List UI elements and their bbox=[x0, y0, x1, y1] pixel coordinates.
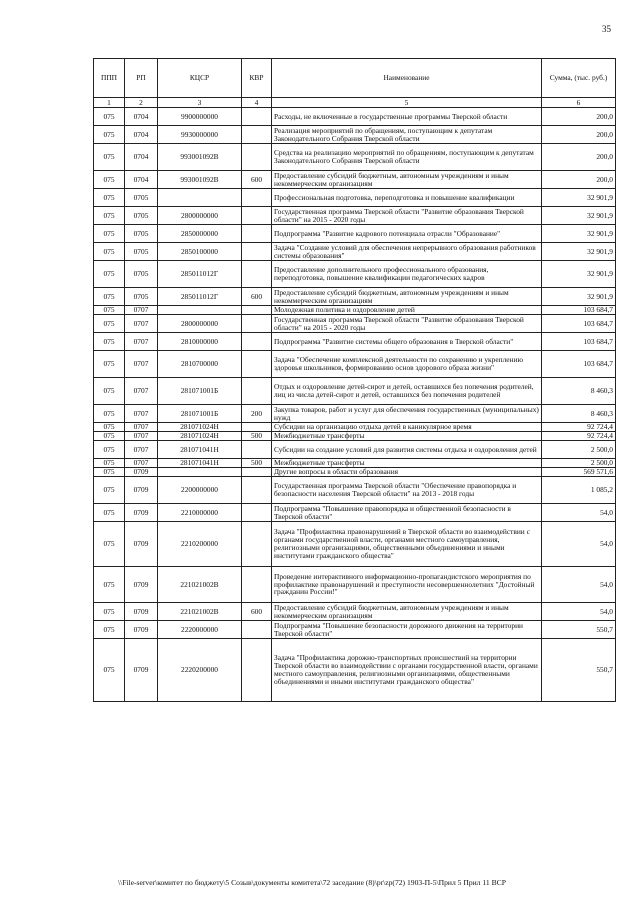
cell-kvr: 200 bbox=[242, 405, 272, 423]
cell-ppp: 075 bbox=[94, 432, 125, 441]
cell-sum: 103 684,7 bbox=[542, 351, 616, 378]
table-row bbox=[94, 621, 616, 639]
cell-kvr bbox=[242, 351, 272, 378]
cell-name: Подпрограмма "Развитие кадрового потенциала отрасли "Образование" bbox=[272, 225, 542, 243]
cell-name: Субсидии на организацию отдыха детей в каникулярное время bbox=[272, 423, 542, 432]
cell-ppp: 075 bbox=[94, 333, 125, 351]
cell-name: Задача "Профилактика правонарушений в Тверской области во взаимодействии с органами государственной власти, органами местного самоуправления, религиозными организациями, общественными объединениями и иными институтами гражданского общества" bbox=[272, 522, 542, 567]
index-cell: 6 bbox=[542, 98, 616, 108]
cell-name: Предоставление дополнительного профессионального образования, переподготовка, повышение квалификации педагогических кадров bbox=[272, 261, 542, 288]
cell-kcsr: 2210200000 bbox=[158, 522, 242, 567]
cell-kvr bbox=[242, 378, 272, 405]
table-row bbox=[94, 306, 616, 315]
table-row bbox=[94, 225, 616, 243]
cell-sum: 32 901,9 bbox=[542, 207, 616, 225]
cell-kvr bbox=[242, 333, 272, 351]
cell-kcsr bbox=[158, 468, 242, 477]
cell-name: Проведение интерактивного информационно-пропагандистского мероприятия по профилактике правонарушений и преступности несовершеннолетних "Достойный гражданин России!" bbox=[272, 567, 542, 603]
cell-kvr bbox=[242, 207, 272, 225]
cell-rp: 0709 bbox=[125, 603, 158, 621]
table-row bbox=[94, 477, 616, 504]
cell-sum: 200,0 bbox=[542, 171, 616, 189]
cell-rp: 0709 bbox=[125, 522, 158, 567]
cell-kcsr: 281071024Н bbox=[158, 432, 242, 441]
cell-kcsr: 993001092В bbox=[158, 144, 242, 171]
cell-rp: 0707 bbox=[125, 351, 158, 378]
cell-ppp: 075 bbox=[94, 477, 125, 504]
table-row bbox=[94, 504, 616, 522]
cell-name: Подпрограмма "Повышение правопорядка и общественной безопасности в Тверской области" bbox=[272, 504, 542, 522]
cell-name: Государственная программа Тверской области "Развитие образования Тверской области" на 2015 - 2020 годы bbox=[272, 315, 542, 333]
cell-kvr: 600 bbox=[242, 288, 272, 306]
cell-kvr bbox=[242, 126, 272, 144]
cell-ppp: 075 bbox=[94, 378, 125, 405]
cell-kcsr: 2200000000 bbox=[158, 477, 242, 504]
cell-name: Задача "Создание условий для обеспечения непрерывного образования работников системы образования" bbox=[272, 243, 542, 261]
cell-sum: 103 684,7 bbox=[542, 315, 616, 333]
cell-sum: 54,0 bbox=[542, 603, 616, 621]
cell-ppp: 075 bbox=[94, 315, 125, 333]
cell-ppp: 075 bbox=[94, 144, 125, 171]
cell-ppp: 075 bbox=[94, 261, 125, 288]
cell-kcsr: 2850100000 bbox=[158, 243, 242, 261]
cell-name: Государственная программа Тверской области "Развитие образования Тверской области" на 2015 - 2020 годы bbox=[272, 207, 542, 225]
table-row bbox=[94, 288, 616, 306]
cell-name: Предоставление субсидий бюджетным, автономным учреждениям и иным некоммерческим организациям bbox=[272, 171, 542, 189]
cell-kvr bbox=[242, 567, 272, 603]
cell-sum: 2 500,0 bbox=[542, 459, 616, 468]
cell-name: Профессиональная подготовка, переподготовка и повышение квалификации bbox=[272, 189, 542, 207]
table-row bbox=[94, 207, 616, 225]
header-kvr: КВР bbox=[242, 59, 272, 98]
cell-rp: 0704 bbox=[125, 108, 158, 126]
table-row bbox=[94, 333, 616, 351]
cell-ppp: 075 bbox=[94, 243, 125, 261]
cell-kvr bbox=[242, 504, 272, 522]
table-row bbox=[94, 432, 616, 441]
index-cell: 4 bbox=[242, 98, 272, 108]
cell-ppp: 075 bbox=[94, 567, 125, 603]
cell-sum: 550,7 bbox=[542, 639, 616, 702]
cell-ppp: 075 bbox=[94, 108, 125, 126]
cell-kvr bbox=[242, 243, 272, 261]
cell-sum: 103 684,7 bbox=[542, 306, 616, 315]
cell-kvr bbox=[242, 468, 272, 477]
cell-sum: 569 571,6 bbox=[542, 468, 616, 477]
table-row bbox=[94, 144, 616, 171]
table-row bbox=[94, 603, 616, 621]
cell-name: Другие вопросы в области образования bbox=[272, 468, 542, 477]
cell-name: Задача "Обеспечение комплексной деятельности по сохранению и укреплению здоровья школьников, формированию основ здорового образа жизни" bbox=[272, 351, 542, 378]
cell-kcsr bbox=[158, 189, 242, 207]
cell-kvr bbox=[242, 639, 272, 702]
table-row bbox=[94, 171, 616, 189]
cell-kcsr: 281071024Н bbox=[158, 423, 242, 432]
cell-sum: 54,0 bbox=[542, 522, 616, 567]
cell-sum: 200,0 bbox=[542, 144, 616, 171]
cell-sum: 8 460,3 bbox=[542, 378, 616, 405]
cell-ppp: 075 bbox=[94, 225, 125, 243]
cell-ppp: 075 bbox=[94, 423, 125, 432]
cell-ppp: 075 bbox=[94, 459, 125, 468]
cell-rp: 0707 bbox=[125, 333, 158, 351]
cell-kcsr: 2850000000 bbox=[158, 225, 242, 243]
table-row bbox=[94, 108, 616, 126]
file-path-footer: \\File-server\комитет по бюджету\5 Созыв\документы комитета\72 заседание (8)\pr\zp(72) 1903-П-5\Прил 5 Прил 11 ВСР bbox=[118, 878, 506, 887]
cell-rp: 0704 bbox=[125, 144, 158, 171]
cell-name: Подпрограмма "Повышение безопасности дорожного движения на территории Тверской области" bbox=[272, 621, 542, 639]
cell-kvr bbox=[242, 441, 272, 459]
table-row bbox=[94, 378, 616, 405]
cell-sum: 200,0 bbox=[542, 108, 616, 126]
cell-sum: 32 901,9 bbox=[542, 261, 616, 288]
cell-rp: 0705 bbox=[125, 261, 158, 288]
cell-name: Межбюджетные трансферты bbox=[272, 432, 542, 441]
cell-rp: 0704 bbox=[125, 126, 158, 144]
cell-kcsr: 2810000000 bbox=[158, 333, 242, 351]
cell-rp: 0707 bbox=[125, 405, 158, 423]
cell-kvr: 600 bbox=[242, 603, 272, 621]
cell-kcsr: 9900000000 bbox=[158, 108, 242, 126]
cell-kvr bbox=[242, 189, 272, 207]
cell-name: Молодежная политика и оздоровление детей bbox=[272, 306, 542, 315]
table-row bbox=[94, 315, 616, 333]
cell-rp: 0704 bbox=[125, 171, 158, 189]
cell-sum: 8 460,3 bbox=[542, 405, 616, 423]
cell-ppp: 075 bbox=[94, 351, 125, 378]
cell-ppp: 075 bbox=[94, 126, 125, 144]
header-ppp: ППП bbox=[94, 59, 125, 98]
table-row bbox=[94, 351, 616, 378]
cell-kvr bbox=[242, 261, 272, 288]
table-row bbox=[94, 522, 616, 567]
cell-rp: 0705 bbox=[125, 225, 158, 243]
cell-kvr bbox=[242, 108, 272, 126]
cell-kcsr: 221021002В bbox=[158, 603, 242, 621]
cell-sum: 32 901,9 bbox=[542, 189, 616, 207]
cell-kcsr: 281071001Б bbox=[158, 405, 242, 423]
cell-rp: 0709 bbox=[125, 621, 158, 639]
cell-name: Отдых и оздоровление детей-сирот и детей, оставшихся без попечения родителей, лиц из числа детей-сирот и детей, оставшихся без попечения родителей bbox=[272, 378, 542, 405]
cell-ppp: 075 bbox=[94, 468, 125, 477]
cell-ppp: 075 bbox=[94, 207, 125, 225]
cell-kcsr: 9930000000 bbox=[158, 126, 242, 144]
cell-sum: 200,0 bbox=[542, 126, 616, 144]
cell-kcsr: 285011012Г bbox=[158, 288, 242, 306]
cell-name: Средства на реализацию мероприятий по обращениям, поступающим к депутатам Законодательного Собрания Тверской области bbox=[272, 144, 542, 171]
cell-sum: 550,7 bbox=[542, 621, 616, 639]
cell-ppp: 075 bbox=[94, 522, 125, 567]
cell-kcsr: 221021002В bbox=[158, 567, 242, 603]
cell-ppp: 075 bbox=[94, 288, 125, 306]
cell-sum: 32 901,9 bbox=[542, 243, 616, 261]
cell-rp: 0705 bbox=[125, 207, 158, 225]
cell-sum: 92 724,4 bbox=[542, 423, 616, 432]
cell-name: Предоставление субсидий бюджетным, автономным учреждениям и иным некоммерческим организациям bbox=[272, 603, 542, 621]
cell-sum: 54,0 bbox=[542, 567, 616, 603]
cell-rp: 0707 bbox=[125, 378, 158, 405]
cell-name: Межбюджетные трансферты bbox=[272, 459, 542, 468]
cell-name: Расходы, не включенные в государственные программы Тверской области bbox=[272, 108, 542, 126]
header-kcsr: КЦСР bbox=[158, 59, 242, 98]
cell-kcsr: 2210000000 bbox=[158, 504, 242, 522]
cell-rp: 0707 bbox=[125, 432, 158, 441]
cell-ppp: 075 bbox=[94, 171, 125, 189]
cell-sum: 2 500,0 bbox=[542, 441, 616, 459]
header-rp: РП bbox=[125, 59, 158, 98]
cell-kcsr: 285011012Г bbox=[158, 261, 242, 288]
cell-kvr bbox=[242, 225, 272, 243]
cell-sum: 1 085,2 bbox=[542, 477, 616, 504]
cell-name: Закупка товаров, работ и услуг для обеспечения государственных (муниципальных) нужд bbox=[272, 405, 542, 423]
cell-kvr: 500 bbox=[242, 459, 272, 468]
cell-kvr bbox=[242, 477, 272, 504]
table-row bbox=[94, 243, 616, 261]
cell-ppp: 075 bbox=[94, 639, 125, 702]
cell-name: Государственная программа Тверской области "Обеспечение правопорядка и безопасности населения Тверской области" на 2013 - 2018 годы bbox=[272, 477, 542, 504]
table-row bbox=[94, 567, 616, 603]
cell-kcsr: 2810700000 bbox=[158, 351, 242, 378]
page-number: 35 bbox=[602, 24, 611, 34]
cell-name: Субсидии на создание условий для развития системы отдыха и оздоровления детей bbox=[272, 441, 542, 459]
cell-sum: 92 724,4 bbox=[542, 432, 616, 441]
cell-kvr: 600 bbox=[242, 171, 272, 189]
cell-rp: 0707 bbox=[125, 459, 158, 468]
cell-kvr bbox=[242, 306, 272, 315]
cell-kcsr: 281071041Н bbox=[158, 441, 242, 459]
cell-kcsr: 2220200000 bbox=[158, 639, 242, 702]
cell-ppp: 075 bbox=[94, 306, 125, 315]
cell-rp: 0709 bbox=[125, 567, 158, 603]
budget-table bbox=[93, 58, 616, 702]
cell-rp: 0707 bbox=[125, 423, 158, 432]
cell-sum: 54,0 bbox=[542, 504, 616, 522]
cell-rp: 0709 bbox=[125, 477, 158, 504]
cell-kvr bbox=[242, 621, 272, 639]
cell-rp: 0705 bbox=[125, 288, 158, 306]
column-index-row bbox=[94, 98, 616, 108]
cell-sum: 32 901,9 bbox=[542, 225, 616, 243]
cell-kcsr: 281071001Б bbox=[158, 378, 242, 405]
cell-rp: 0709 bbox=[125, 639, 158, 702]
cell-kcsr bbox=[158, 306, 242, 315]
table-row bbox=[94, 441, 616, 459]
cell-rp: 0705 bbox=[125, 243, 158, 261]
cell-rp: 0709 bbox=[125, 504, 158, 522]
cell-rp: 0709 bbox=[125, 468, 158, 477]
table-row bbox=[94, 405, 616, 423]
cell-rp: 0705 bbox=[125, 189, 158, 207]
cell-sum: 103 684,7 bbox=[542, 333, 616, 351]
index-cell: 2 bbox=[125, 98, 158, 108]
index-cell: 1 bbox=[94, 98, 125, 108]
cell-ppp: 075 bbox=[94, 504, 125, 522]
cell-ppp: 075 bbox=[94, 603, 125, 621]
table-row bbox=[94, 468, 616, 477]
cell-rp: 0707 bbox=[125, 315, 158, 333]
cell-name: Предоставление субсидий бюджетным, автономным учреждениям и иным некоммерческим организациям bbox=[272, 288, 542, 306]
cell-name: Задача "Профилактика дорожно-транспортных происшествий на территории Тверской области во взаимодействии с органами государственной власти, органами местного самоуправления, религиозными организациями, общественными объединениями и иными институтами гражданского общества" bbox=[272, 639, 542, 702]
cell-kvr bbox=[242, 522, 272, 567]
cell-kcsr: 281071041Н bbox=[158, 459, 242, 468]
cell-name: Реализация мероприятий по обращениям, поступающим к депутатам Законодательного Собрания Тверской области bbox=[272, 126, 542, 144]
cell-name: Подпрограмма "Развитие системы общего образования в Тверской области" bbox=[272, 333, 542, 351]
cell-rp: 0707 bbox=[125, 441, 158, 459]
cell-ppp: 075 bbox=[94, 441, 125, 459]
table-row bbox=[94, 639, 616, 702]
cell-rp: 0707 bbox=[125, 306, 158, 315]
cell-kvr bbox=[242, 144, 272, 171]
cell-kcsr: 2800000000 bbox=[158, 207, 242, 225]
header-sum: Сумма, (тыс. руб.) bbox=[542, 59, 616, 98]
cell-ppp: 075 bbox=[94, 189, 125, 207]
index-cell: 5 bbox=[272, 98, 542, 108]
cell-sum: 32 901,9 bbox=[542, 288, 616, 306]
cell-kcsr: 993001092В bbox=[158, 171, 242, 189]
table-row bbox=[94, 261, 616, 288]
index-cell: 3 bbox=[158, 98, 242, 108]
cell-kvr: 500 bbox=[242, 432, 272, 441]
header-row bbox=[94, 59, 616, 98]
header-name: Наименование bbox=[272, 59, 542, 98]
cell-kcsr: 2800000000 bbox=[158, 315, 242, 333]
table-row bbox=[94, 126, 616, 144]
cell-ppp: 075 bbox=[94, 405, 125, 423]
cell-kvr bbox=[242, 315, 272, 333]
cell-kcsr: 2220000000 bbox=[158, 621, 242, 639]
cell-ppp: 075 bbox=[94, 621, 125, 639]
table-row bbox=[94, 189, 616, 207]
